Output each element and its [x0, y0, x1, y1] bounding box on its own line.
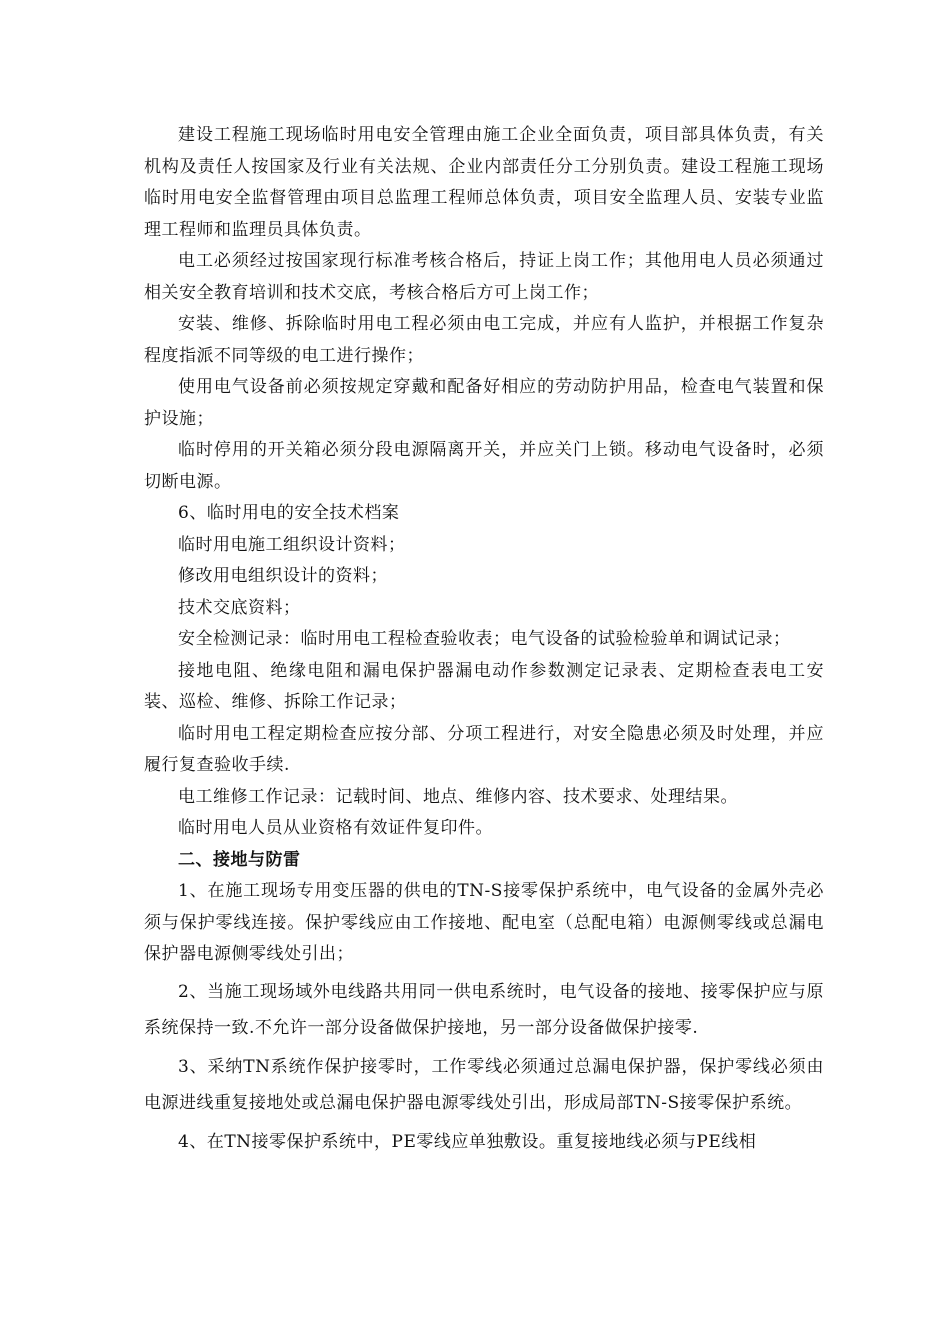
list-item-inspection-records: 安全检测记录：临时用电工程检查验收表；电气设备的试验检验单和调试记录；	[178, 629, 791, 649]
list-item-qualification-copies: 临时用电人员从业资格有效证件复印件。	[178, 818, 493, 838]
section-heading-technical-archive: 6、临时用电的安全技术档案	[178, 503, 400, 523]
section-heading-grounding-lightning: 二、接地与防雷	[178, 849, 301, 870]
list-item-maintenance-log: 电工维修工作记录：记载时间、地点、维修内容、技术要求、处理结果。	[178, 786, 738, 807]
paragraph-switchbox-lock: 临时停用的开关箱必须分段电源隔离开关，并应关门上锁。移动电气设备时，必须切断电源。	[144, 440, 824, 492]
list-item-design-materials: 临时用电施工组织设计资料；	[178, 534, 406, 555]
paragraph-tn-s-system: 1、在施工现场专用变压器的供电的TN-S接零保护系统中，电气设备的金属外壳必须与保护零线连接。保护零线应由工作接地、配电室（总配电箱）电源侧零线或总漏电保护器电源侧零线处引出；	[144, 881, 824, 964]
paragraph-electrician-certification: 电工必须经过按国家现行标准考核合格后，持证上岗工作；其他用电人员必须通过相关安全教育培训和技术交底，考核合格后方可上岗工作；	[144, 251, 824, 303]
list-item-periodic-inspection: 临时用电工程定期检查应按分部、分项工程进行，对安全隐患必须及时处理，并应履行复查验收手续.	[144, 723, 824, 775]
paragraph-protective-equipment: 使用电气设备前必须按规定穿戴和配备好相应的劳动防护用品，检查电气装置和保护设施；	[144, 377, 824, 429]
list-item-resistance-records: 接地电阻、绝缘电阻和漏电保护器漏电动作参数测定记录表、定期检查表电工安装、巡检、维修、拆除工作记录；	[144, 660, 824, 712]
list-item-modified-design: 修改用电组织设计的资料；	[178, 566, 388, 586]
paragraph-installation-by-electrician: 安装、维修、拆除临时用电工程必须由电工完成，并应有人监护，并根据工作复杂程度指派不同等级的电工进行操作；	[144, 314, 824, 366]
list-item-briefing-materials: 技术交底资料；	[178, 597, 301, 618]
paragraph-pe-line: 4、在TN接零保护系统中，PE零线应单独敷设。重复接地线必须与PE线相	[178, 1131, 757, 1152]
paragraph-site-power-management: 建设工程施工现场临时用电安全管理由施工企业全面负责，项目部具体负责，有关机构及责任人按国家及行业有关法规、企业内部责任分工分别负责。建设工程施工现场临时用电安全监督管理由项目总监理工程师总体负责，项目安全监理人员、安装专业监理工程师和监理员具体负责。	[144, 125, 824, 240]
document-body	[144, 120, 824, 1160]
paragraph-tn-protective-zero: 3、采纳TN系统作保护接零时，工作零线必须通过总漏电保护器，保护零线必须由电源进线重复接地处或总漏电保护器电源零线处引出，形成局部TN-S接零保护系统。	[144, 1056, 824, 1113]
paragraph-shared-supply: 2、当施工现场域外电线路共用同一供电系统时，电气设备的接地、接零保护应与原系统保持一致.不允许一部分设备做保护接地，另一部分设备做保护接零.	[144, 981, 824, 1038]
